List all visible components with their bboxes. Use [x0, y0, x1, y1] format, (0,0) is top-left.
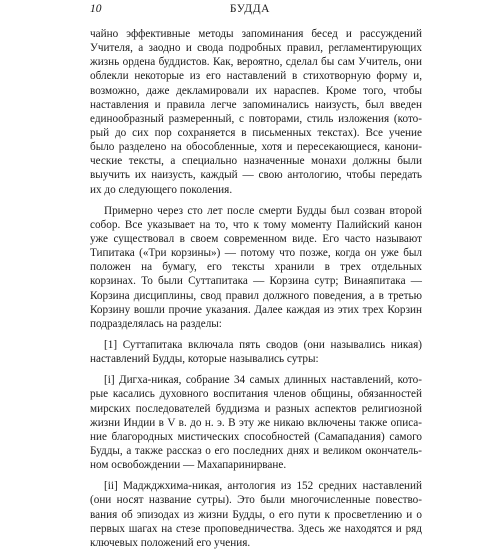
text-line: рый до сих пор сохраняется в письменных текстах). Все учение — [90, 126, 422, 139]
text-line: первых шагах на стезе проповедничества. Здесь же находятся и ряд — [90, 522, 422, 535]
body-text — [90, 27, 422, 550]
text-line: рые касались духовного воспитания членов общины, обязанностей — [90, 388, 422, 401]
text-line: подразделялась на разделы: — [90, 317, 222, 330]
text-line: было разделено на обособленные, хотя и пересекающиеся, канони- — [90, 141, 422, 154]
text-line: мирских последователей буддизма и разных аспектов религиозной — [90, 402, 422, 415]
text-line: жизнь ордена буддистов. Как, вероятно, сделал бы сам Учитель, они — [90, 56, 422, 69]
text-line: положен на бумагу, его тексты хранили в трех отдельных — [90, 261, 422, 274]
text-line: ческие тексты, а специально назначенные монахи должны были — [90, 155, 422, 168]
text-line: выучить их наизусть, каждый — свою антологию, чтобы передать — [90, 169, 422, 182]
page-number: 10 — [90, 3, 102, 15]
text-line: вания об эпизодах из жизни Будды, о его пути к просветлению и о — [90, 508, 422, 521]
text-line: Учителя, а заодно и свода подробных правил, регламентирующих — [90, 42, 422, 55]
text-line: [i] Дигха-никая, собрание 34 самых длинных наставлений, кото- — [104, 374, 422, 387]
text-line: наставлений Будды, которые назывались сутры: — [90, 353, 319, 366]
text-line: Корзину вошли прочие указания. Далее каждая из этих трех Корзин — [90, 303, 422, 316]
page-header — [0, 3, 500, 17]
text-line: ном освобождении — Махапаринирване. — [90, 459, 287, 472]
text-line: жизни Индии в V в. до н. э. В эту же никаю включены также описа- — [90, 416, 422, 429]
text-line: Будды, а также рассказ о его последних днях и великом окончатель- — [90, 444, 422, 457]
text-line: наставления и правила легче запоминались наизусть, был введен — [90, 98, 422, 111]
running-title: БУДДА — [229, 3, 271, 15]
text-line: возможно, даже декламировали их нараспев. Кроме того, чтобы — [90, 84, 422, 97]
text-line: Типитака («Три корзины») — потому что позже, когда он уже был — [90, 247, 422, 260]
text-line: (они носят название сутры). Это были многочисленные повество- — [90, 494, 422, 507]
text-line: [ii] Маджджхима-никая, антология из 152 средних наставлений — [104, 480, 422, 493]
text-line: уже существовал в своем современном виде. Его часто называют — [90, 232, 422, 245]
paragraph — [90, 338, 422, 366]
text-line: Примерно через сто лет после смерти Будды был созван второй — [104, 204, 422, 217]
paragraph — [90, 27, 422, 197]
text-line: чайно эффективные методы запоминания бесед и рассуждений — [90, 28, 422, 40]
text-line: ключевых положений его учения. — [90, 536, 251, 549]
paragraph — [90, 204, 422, 331]
paragraph — [90, 373, 422, 472]
text-line: собор. Все указывает на то, что к тому моменту Палийский канон — [90, 218, 422, 231]
text-line: единообразный размеренный, с повторами, стиль изложения (кото- — [90, 112, 422, 125]
text-line: корзинах. То были Суттапитака — Корзина сутр; Винаяпитака — — [90, 275, 422, 288]
text-line: [1] Суттапитака включала пять сводов (они назывались никая) — [104, 338, 422, 351]
text-line: облекли некоторые из его наставлений в стихотворную форму и, — [90, 70, 422, 83]
paragraph — [90, 479, 422, 550]
text-line: их до следующего поколения. — [90, 183, 233, 196]
text-line: ние благородных мистических способностей (Самападания) самого — [90, 430, 422, 443]
text-line: Корзина дисциплины, свод правил должного поведения, а в третью — [90, 289, 422, 302]
